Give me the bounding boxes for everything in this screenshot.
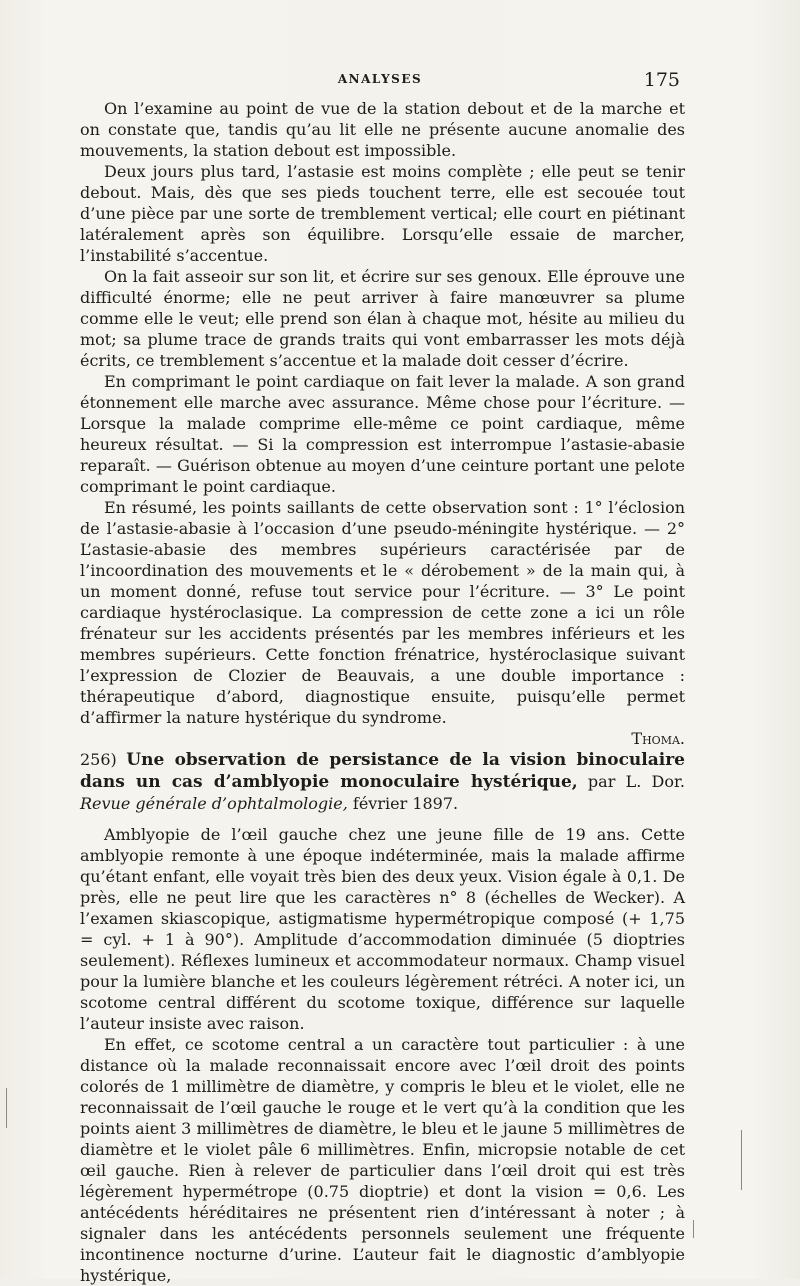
signature: Thoma. xyxy=(631,729,685,748)
article-date: février 1897. xyxy=(347,794,459,813)
paragraph: En résumé, les points saillants de cette observation sont : 1° l’éclosion de l’astasie-abasie à l’occasion d’une pseudo-méningite hystérique. — 2° L’astasie-abasie des membres supérieurs caractérisée par de l’incoordination des mouvements et le « dérobement » de la main qui, à un moment donné, refuse tout service pour l’écriture. — 3° Le point cardiaque hystéroclasique. La compression de cette zone a ici un rôle frénateur sur les accidents présentés par les membres inférieurs et les membres supérieurs. Cette fonction frénatrice, hystéroclasique suivant l’expression de Clozier de Beauvais, a une double importance : thérapeutique d’abord, diagnostique ensuite, puisqu’elle permet d’affirmer la nature hystérique du syndrome. xyxy=(80,498,685,727)
paragraph: Deux jours plus tard, l’astasie est moins complète ; elle peut se tenir debout. Mais, dès que ses pieds touchent terre, elle est secouée tout d’une pièce par une sorte de tremblement vertical; elle court en piétinant latéralement après son équilibre. Lorsqu’elle essaie de marcher, l’instabilité s’accentue. xyxy=(80,162,685,265)
paragraph: En comprimant le point cardiaque on fait lever la malade. A son grand étonnement elle marche avec assurance. Même chose pour l’écriture. — Lorsque la malade comprime elle-même ce point cardiaque, même heureux résultat. — Si la compression est interrompue l’astasie-abasie reparaît. — Guérison obtenue au moyen d’une ceinture portant une pelote comprimant le point cardiaque. xyxy=(80,372,685,496)
journal-name: Revue générale d’ophtalmologie, xyxy=(80,794,348,813)
article-paragraph: En effet, ce scotome central a un caractère tout particulier : à une distance où la malade reconnaissait encore avec l’œil droit des points colorés de 1 millimètre de diamètre, y compris le bleu et le violet, elle ne reconnaissait de l’œil gauche le rouge et le vert qu’à la condition que les points aient 3 millimètres de diamètre, le bleu et le jaune 5 millimètres de diamètre et le violet pâle 6 millimètres. Enfin, micropsie notable de cet œil gauche. Rien à relever de particulier dans l’œil droit qui est très légèrement hypermétrope (0.75 dioptrie) et dont la vision = 0,6. Les antécédents héréditaires ne présentent rien d’intéressant à noter ; à signaler dans les antécédents personnels seulement une fréquente incontinence nocturne d’urine. L’auteur fait le diagnostic d’amblyopie hystérique, xyxy=(80,1035,685,1285)
article-paragraph: Amblyopie de l’œil gauche chez une jeune fille de 19 ans. Cette amblyopie remonte à une époque indéterminée, mais la malade affirme qu’étant enfant, elle voyait très bien des deux yeux. Vision égale à 0,1. De près, elle ne peut lire que les caractères n° 8 (échelles de Wecker). A l’examen skiascopique, astigmatisme hypermétropique composé (+ 1,75 = cyl. + 1 à 90°). Amplitude d’accommodation diminuée (5 dioptries seulement). Réflexes lumineux et accommodateur normaux. Champ visuel pour la lumière blanche et les couleurs légèrement rétréci. A noter ici, un scotome central différent du scotome toxique, différence sur laquelle l’auteur insiste avec raison. xyxy=(80,825,685,1033)
running-head: ANALYSES xyxy=(337,72,423,86)
page-header xyxy=(80,69,680,92)
margin-mark xyxy=(741,1130,742,1190)
article-title: Une observation de persistance de la vision binoculaire dans un cas d’amblyopie monoculaire hystérique, xyxy=(80,750,685,792)
paragraph: On l’examine au point de vue de la station debout et de la marche et on constate que, tandis qu’au lit elle ne présente aucune anomalie des mouvements, la station debout est impossible. xyxy=(80,99,685,160)
article-author: par L. Dor. xyxy=(577,772,685,791)
margin-mark xyxy=(693,1220,694,1238)
paragraph: On la fait asseoir sur son lit, et écrire sur ses genoux. Elle éprouve une difficulté énorme; elle ne peut arriver à faire manœuvrer sa plume comme elle le veut; elle prend son élan à chaque mot, hésite au milieu du mot; sa plume trace de grands traits qui vont embarrasser les mots déjà écrits, ce tremblement s’accentue et la malade doit cesser d’écrire. xyxy=(80,267,685,370)
article-number: 256) xyxy=(80,750,117,769)
text-body xyxy=(80,98,685,1286)
margin-mark xyxy=(6,1088,7,1128)
page-number: 175 xyxy=(643,69,680,91)
article-heading xyxy=(80,749,685,814)
